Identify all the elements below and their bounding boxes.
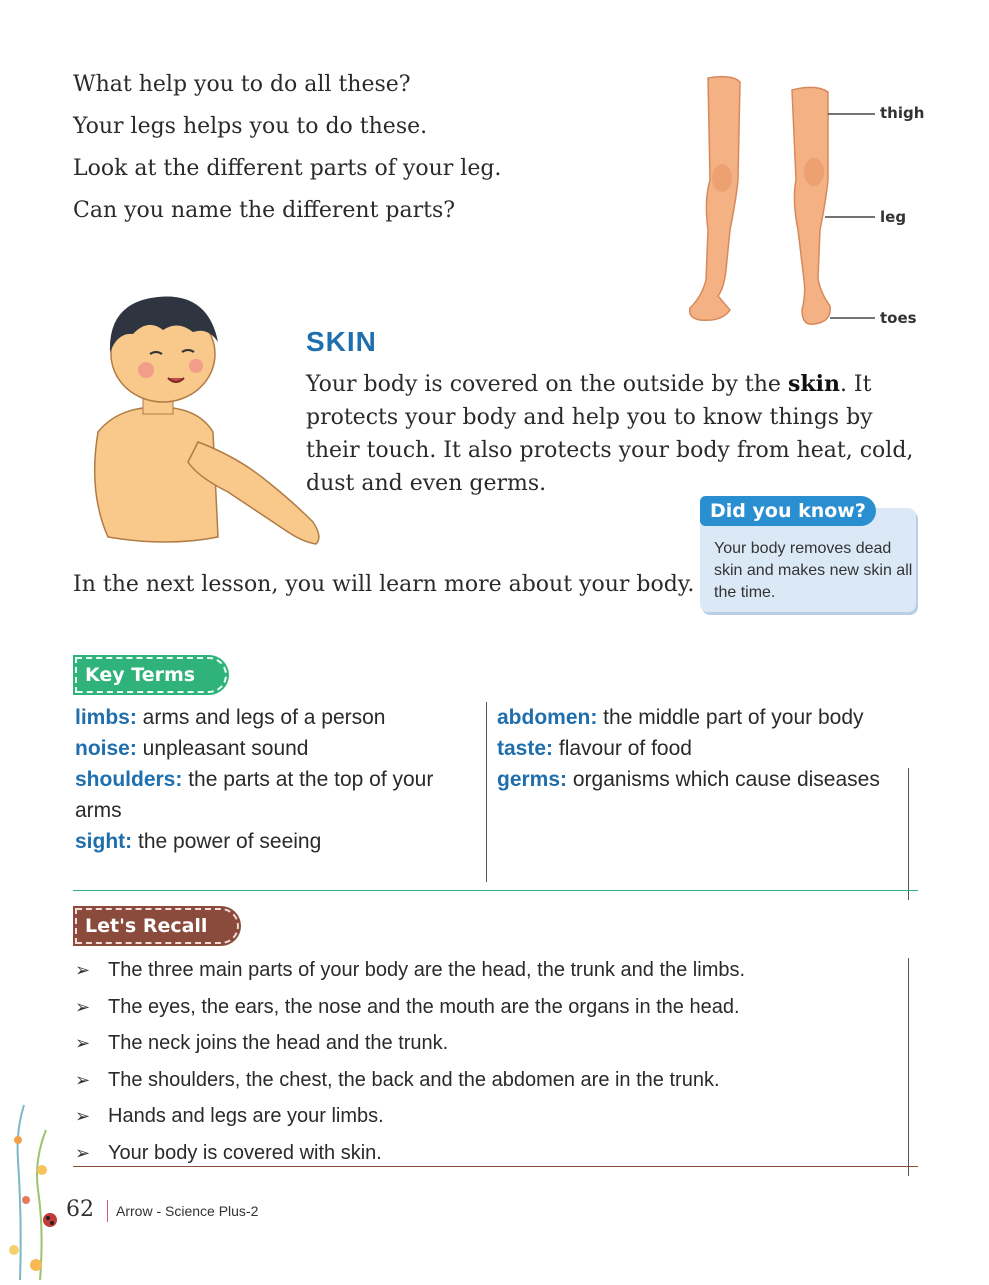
recall-bottom-rule: [73, 1166, 918, 1167]
key-terms-right-column: [497, 702, 917, 795]
key-term-item: [75, 826, 475, 857]
recall-item-text: The eyes, the ears, the nose and the mouth are the organs in the head.: [108, 995, 740, 1018]
key-terms-bottom-rule: [73, 890, 918, 891]
intro-line: Your legs helps you to do these.: [73, 114, 428, 139]
recall-item-text: The three main parts of your body are the head, the trunk and the limbs.: [108, 959, 746, 981]
key-term-definition: organisms which cause diseases: [567, 768, 880, 791]
page-number: 62: [66, 1197, 94, 1222]
list-item: [75, 955, 905, 992]
recall-item-text: The neck joins the head and the trunk.: [108, 1032, 449, 1054]
key-term-definition: unpleasant sound: [136, 737, 309, 760]
key-term-definition: flavour of food: [553, 737, 692, 760]
key-term: noise:: [75, 737, 137, 760]
footer-divider: [107, 1200, 108, 1222]
did-you-know-box: [700, 496, 918, 616]
skin-text-part: . It protects your body and help you to know things by their touch. It also protects your body from heat, cold, dust and even germs.: [306, 372, 914, 496]
key-term-item: [497, 764, 917, 795]
recall-list: [75, 955, 905, 1174]
arrow-bullet-icon: ➢: [75, 1142, 91, 1163]
intro-line: What help you to do all these?: [73, 72, 411, 97]
key-term-definition: the parts at the top of your arms: [75, 768, 434, 822]
intro-line: Can you name the different parts?: [73, 198, 456, 223]
skin-heading: SKIN: [306, 326, 377, 357]
skin-paragraph: [306, 368, 926, 500]
key-term: sight:: [75, 830, 133, 853]
list-item: [75, 1065, 905, 1102]
key-terms-right-border: [908, 768, 909, 900]
key-term-item: [497, 733, 917, 764]
list-item: [75, 1138, 905, 1175]
skin-text-part: Your body is covered on the outside by the: [306, 372, 788, 397]
key-term-item: [75, 702, 475, 733]
label-thigh: thigh: [880, 104, 925, 122]
label-leg: leg: [880, 208, 907, 226]
key-terms-heading: Key Terms: [75, 657, 227, 693]
key-term-definition: the power of seeing: [132, 830, 322, 853]
list-item: [75, 1028, 905, 1065]
key-term-item: [75, 733, 475, 764]
key-term: taste:: [497, 737, 554, 760]
list-item: [75, 1101, 905, 1138]
floral-decoration: [0, 1100, 70, 1280]
list-item: [75, 992, 905, 1029]
recall-item-text: Your body is covered with skin.: [108, 1141, 382, 1164]
arrow-bullet-icon: ➢: [75, 1033, 91, 1053]
key-term-item: [75, 764, 475, 826]
recall-item-text: Hands and legs are your limbs.: [108, 1105, 384, 1127]
arrow-bullet-icon: ➢: [75, 960, 91, 980]
lets-recall-heading: Let's Recall: [75, 908, 239, 944]
did-you-know-heading: Did you know?: [700, 496, 876, 526]
legs-illustration: [670, 70, 930, 340]
key-term: limbs:: [75, 706, 137, 729]
did-you-know-text: Your body removes dead skin and makes new skin all the time.: [714, 540, 913, 601]
intro-line: Look at the different parts of your leg.: [73, 156, 502, 181]
arrow-bullet-icon: ➢: [75, 996, 91, 1017]
key-term-definition: the middle part of your body: [597, 706, 864, 729]
key-terms-divider: [486, 702, 487, 882]
boy-illustration: [78, 282, 338, 562]
key-terms-left-column: [75, 702, 475, 857]
key-term-item: [497, 702, 917, 733]
key-term-definition: arms and legs of a person: [136, 706, 386, 729]
book-title: Arrow - Science Plus-2: [116, 1203, 259, 1219]
arrow-bullet-icon: ➢: [75, 1106, 91, 1126]
next-lesson-text: In the next lesson, you will learn more about your body.: [73, 572, 695, 597]
recall-right-border: [908, 958, 909, 1176]
label-toes: toes: [880, 309, 917, 327]
key-term: germs:: [497, 768, 568, 791]
skin-bold-word: skin: [787, 371, 840, 397]
key-term: abdomen:: [497, 706, 598, 729]
recall-item-text: The shoulders, the chest, the back and the abdomen are in the trunk.: [108, 1068, 720, 1091]
key-term: shoulders:: [75, 768, 183, 791]
arrow-bullet-icon: ➢: [75, 1069, 91, 1090]
